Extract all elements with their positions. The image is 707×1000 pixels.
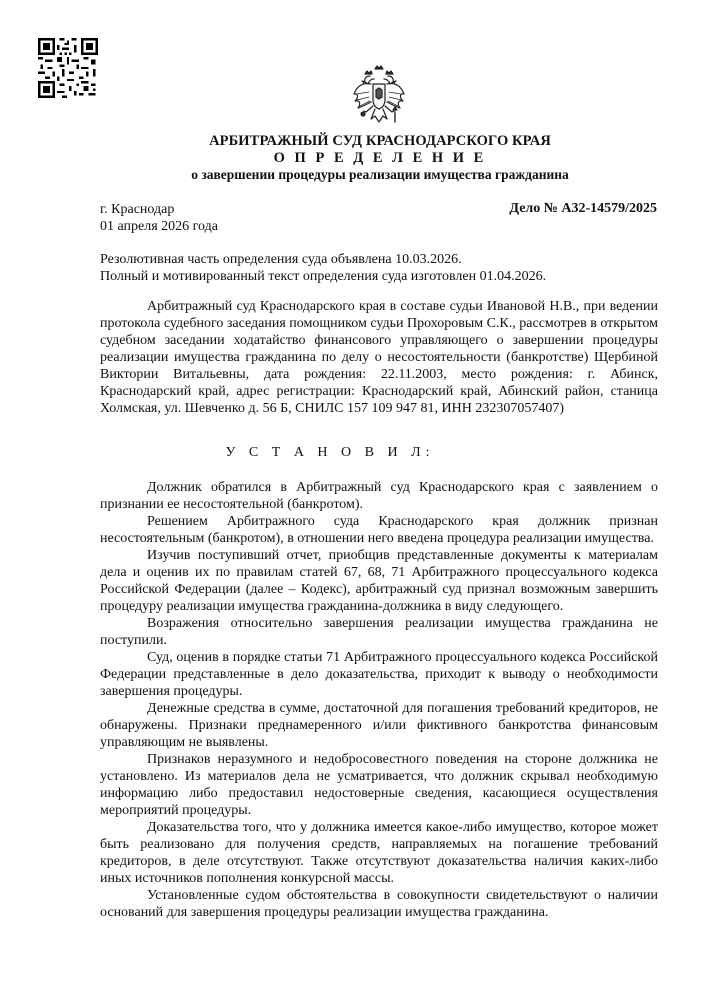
case-number: Дело № А32-14579/2025 <box>509 201 657 216</box>
document-type: О П Р Е Д Е Л Е Н И Е <box>273 150 487 166</box>
paragraph: Признаков неразумного и недобросовестного поведения на стороне должника не установлено. Из материалов дела не усматривается, что должник скрывал необходимую информацию либо предоставил недостоверные сведения, касающиеся осуществления мероприятий процедуры. <box>100 752 658 818</box>
full-text-note: Полный и мотивированный текст определения суда изготовлен 01.04.2026. <box>100 269 547 284</box>
intro-section <box>100 298 658 417</box>
intro-paragraph: Арбитражный суд Краснодарского края в составе судьи Ивановой Н.В., при ведении протокола судебного заседания помощником судьи Прохоровым С.К., рассмотрев в открытом судебном заседании ходатайство финансового управляющего о завершении процедуры реализации имущества гражданина по делу о несостоятельности (банкротстве) Щербиной Виктории Витальевны, дата рождения: 22.11.2003, место рождения: г. Абинск, Краснодарский край, адрес регистрации: Краснодарский край, Абинский район, станица Холмская, ул. Шевченко д. 56 Б, СНИЛС 157 109 947 81, ИНН 232307057407) <box>100 299 658 416</box>
document-date: 01 апреля 2026 года <box>100 219 218 234</box>
paragraph: Изучив поступивший отчет, приобщив представленные документы к материалам дела и оценив их по правилам статей 67, 68, 71 Арбитражного процессуального кодекса Российской Федерации (далее – Кодекс), арбитражный суд признал возможным завершить процедуру реализации имущества гражданина-должника в виду следующего. <box>100 548 658 614</box>
paragraph: Доказательства того, что у должника имеется какое-либо имущество, которое может быть реализовано для получения средств, направляемых на погашение требований кредиторов, в деле отсутствуют. Также отсутствуют доказательства наличия каких-либо иных источников пополнения конкурсной массы. <box>100 820 658 886</box>
city: г. Краснодар <box>100 202 175 217</box>
coat-of-arms-emblem <box>349 64 409 130</box>
paragraph: Возражения относительно завершения реализации имущества гражданина не поступили. <box>100 616 658 648</box>
court-name: АРБИТРАЖНЫЙ СУД КРАСНОДАРСКОГО КРАЯ <box>209 133 551 149</box>
paragraph: Денежные средства в сумме, достаточной для погашения требований кредиторов, не обнаружены. Признаки преднамеренного и/или фиктивного банкротства финансовым управляющим не выявлены. <box>100 701 658 750</box>
section-heading: У С Т А Н О В И Л: <box>225 445 435 460</box>
qr-code <box>38 38 98 98</box>
body-section <box>100 479 658 921</box>
paragraph: Суд, оценив в порядке статьи 71 Арбитражного процессуального кодекса Российской Федерации представленные в дело доказательства, приходит к выводу о необходимости завершения процедуры. <box>100 650 658 699</box>
paragraph: Решением Арбитражного суда Краснодарского края должник признан несостоятельным (банкротом), в отношении него введена процедура реализации имущества. <box>100 514 658 546</box>
paragraph: Должник обратился в Арбитражный суд Краснодарского края с заявлением о признании ее несостоятельной (банкротом). <box>100 480 658 512</box>
operative-part-note: Резолютивная часть определения суда объявлена 10.03.2026. <box>100 252 462 267</box>
document-subject: о завершении процедуры реализации имущества гражданина <box>191 167 569 182</box>
paragraph: Установленные судом обстоятельства в совокупности свидетельствуют о наличии оснований для завершения процедуры реализации имущества гражданина. <box>100 888 658 920</box>
